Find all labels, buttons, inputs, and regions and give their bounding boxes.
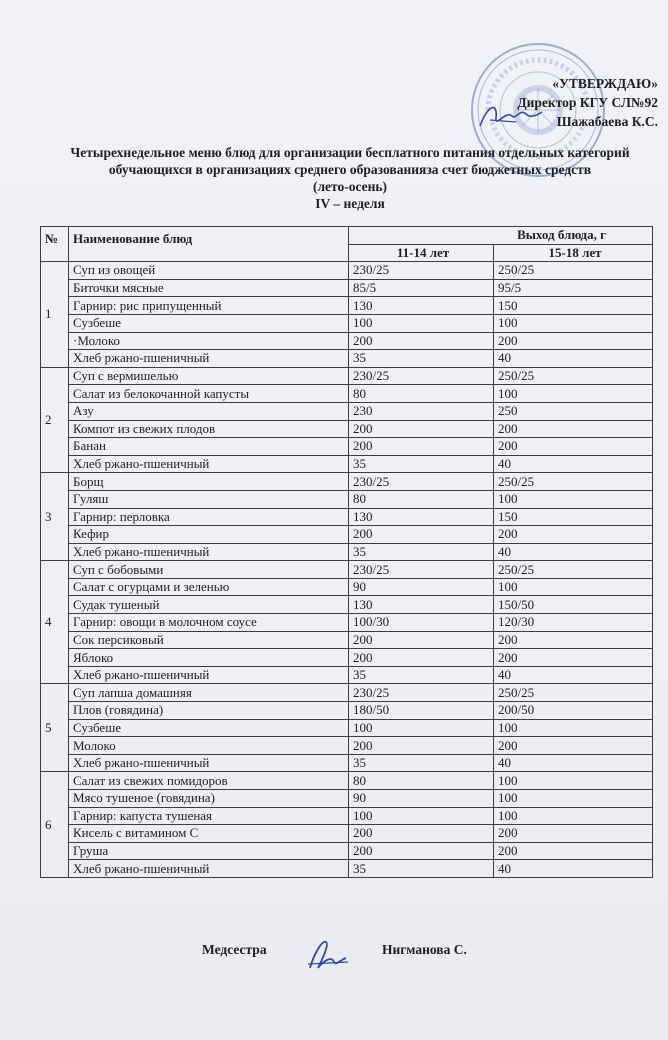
portion-11-14: 130: [349, 297, 494, 315]
table-row: [41, 367, 653, 385]
table-row: [41, 702, 653, 720]
dish-name: Хлеб ржано-пшеничный: [69, 543, 349, 561]
table-row: [41, 737, 653, 755]
portion-15-18: 200: [494, 438, 653, 456]
day-number: 5: [41, 684, 69, 772]
dish-name: Суп лапша домашняя: [69, 684, 349, 702]
dish-name: Суп с бобовыми: [69, 561, 349, 579]
portion-11-14: 100: [349, 314, 494, 332]
table-row: [41, 631, 653, 649]
dish-name: Гарнир: рис припущенный: [69, 297, 349, 315]
day-number: 2: [41, 367, 69, 473]
portion-11-14: 80: [349, 490, 494, 508]
dish-name: Хлеб ржано-пшеничный: [69, 666, 349, 684]
portion-15-18: 100: [494, 772, 653, 790]
portion-11-14: 130: [349, 596, 494, 614]
dish-name: Плов (говядина): [69, 702, 349, 720]
menu-body: [41, 262, 653, 878]
table-row: [41, 438, 653, 456]
portion-11-14: 230/25: [349, 473, 494, 491]
dish-name: Сузбеше: [69, 719, 349, 737]
portion-15-18: 40: [494, 754, 653, 772]
table-row: [41, 614, 653, 632]
portion-15-18: 100: [494, 578, 653, 596]
table-row: [41, 402, 653, 420]
dish-name: Мясо тушеное (говядина): [69, 790, 349, 808]
table-row: [41, 596, 653, 614]
portion-11-14: 35: [349, 455, 494, 473]
portion-11-14: 200: [349, 332, 494, 350]
table-row: [41, 807, 653, 825]
table-row: [41, 262, 653, 280]
dish-name: Биточки мясные: [69, 279, 349, 297]
portion-15-18: 200: [494, 332, 653, 350]
table-row: [41, 578, 653, 596]
portion-11-14: 200: [349, 737, 494, 755]
portion-15-18: 40: [494, 666, 653, 684]
header-age-15-18: 15-18 лет: [494, 244, 653, 262]
portion-11-14: 200: [349, 825, 494, 843]
dish-name: Салат из свежих помидоров: [69, 772, 349, 790]
portion-15-18: 150/50: [494, 596, 653, 614]
table-row: [41, 526, 653, 544]
day-number: 3: [41, 473, 69, 561]
table-row: [41, 508, 653, 526]
dish-name: Хлеб ржано-пшеничный: [69, 754, 349, 772]
dish-name: Груша: [69, 842, 349, 860]
header-dish-name: Наименование блюд: [69, 227, 349, 262]
portion-15-18: 250/25: [494, 367, 653, 385]
portion-11-14: 80: [349, 385, 494, 403]
table-row: [41, 666, 653, 684]
portion-11-14: 230/25: [349, 262, 494, 280]
dish-name: Гуляш: [69, 490, 349, 508]
table-row: [41, 842, 653, 860]
portion-15-18: 200: [494, 842, 653, 860]
approval-position: Директор КГУ СЛ№92: [517, 95, 658, 110]
dish-name: Кефир: [69, 526, 349, 544]
dish-name: Кисель с витамином С: [69, 825, 349, 843]
nurse-label: Медсестра: [202, 942, 267, 957]
portion-11-14: 230/25: [349, 367, 494, 385]
day-number: 4: [41, 561, 69, 684]
portion-15-18: 250/25: [494, 561, 653, 579]
portion-15-18: 100: [494, 314, 653, 332]
table-row: [41, 825, 653, 843]
dish-name: Банан: [69, 438, 349, 456]
title-season: (лето-осень): [312, 179, 388, 194]
portion-15-18: 150: [494, 297, 653, 315]
portion-15-18: 200/50: [494, 702, 653, 720]
portion-15-18: 100: [494, 807, 653, 825]
portion-11-14: 200: [349, 526, 494, 544]
portion-11-14: 100: [349, 719, 494, 737]
dish-name: Гарнир: овощи в молочном соусе: [69, 614, 349, 632]
portion-11-14: 230/25: [349, 684, 494, 702]
portion-15-18: 200: [494, 737, 653, 755]
dish-name: ·Молоко: [69, 332, 349, 350]
header-number: №: [41, 227, 69, 262]
nurse-name: Нигманова С.: [382, 942, 467, 957]
portion-11-14: 200: [349, 438, 494, 456]
table-row: [41, 297, 653, 315]
portion-15-18: 150: [494, 508, 653, 526]
portion-11-14: 200: [349, 631, 494, 649]
portion-11-14: 80: [349, 772, 494, 790]
portion-11-14: 230/25: [349, 561, 494, 579]
portion-15-18: 250/25: [494, 684, 653, 702]
dish-name: Хлеб ржано-пшеничный: [69, 455, 349, 473]
portion-15-18: 40: [494, 350, 653, 368]
table-row: [41, 719, 653, 737]
table-row: [41, 350, 653, 368]
portion-11-14: 230: [349, 402, 494, 420]
nurse-signature: [300, 934, 356, 974]
table-row: [41, 684, 653, 702]
portion-11-14: 35: [349, 666, 494, 684]
portion-11-14: 130: [349, 508, 494, 526]
portion-15-18: 40: [494, 543, 653, 561]
dish-name: Суп с вермишелью: [69, 367, 349, 385]
header-output: Выход блюда, г: [349, 227, 653, 245]
portion-11-14: 90: [349, 578, 494, 596]
table-row: [41, 860, 653, 878]
dish-name: Компот из свежих плодов: [69, 420, 349, 438]
portion-15-18: 100: [494, 385, 653, 403]
portion-15-18: 200: [494, 649, 653, 667]
dish-name: Салат из белокочанной капусты: [69, 385, 349, 403]
portion-11-14: 200: [349, 649, 494, 667]
portion-15-18: 250/25: [494, 473, 653, 491]
dish-name: Хлеб ржано-пшеничный: [69, 350, 349, 368]
footer-signature-line: [0, 942, 668, 982]
approval-name: Шажабаева К.С.: [556, 114, 658, 129]
portion-11-14: 35: [349, 350, 494, 368]
dish-name: Гарнир: перловка: [69, 508, 349, 526]
portion-15-18: 200: [494, 825, 653, 843]
portion-11-14: 100: [349, 807, 494, 825]
table-row: [41, 543, 653, 561]
table-row: [41, 279, 653, 297]
portion-11-14: 35: [349, 543, 494, 561]
portion-15-18: 100: [494, 719, 653, 737]
table-row: [41, 420, 653, 438]
portion-15-18: 200: [494, 526, 653, 544]
portion-15-18: 250: [494, 402, 653, 420]
dish-name: Борщ: [69, 473, 349, 491]
table-row: [41, 473, 653, 491]
dish-name: Хлеб ржано-пшеничный: [69, 860, 349, 878]
document-title: [30, 144, 668, 212]
portion-15-18: 120/30: [494, 614, 653, 632]
table-row: [41, 790, 653, 808]
dish-name: Гарнир: капуста тушеная: [69, 807, 349, 825]
table-row: [41, 772, 653, 790]
day-number: 6: [41, 772, 69, 878]
table-row: [41, 385, 653, 403]
title-week: IV – неделя: [315, 196, 385, 211]
portion-11-14: 85/5: [349, 279, 494, 297]
dish-name: Азу: [69, 402, 349, 420]
day-number: 1: [41, 262, 69, 368]
table-row: [41, 754, 653, 772]
table-row: [41, 332, 653, 350]
table-row: [41, 649, 653, 667]
dish-name: Суп из овощей: [69, 262, 349, 280]
portion-15-18: 250/25: [494, 262, 653, 280]
portion-15-18: 95/5: [494, 279, 653, 297]
portion-15-18: 200: [494, 420, 653, 438]
title-line-2: обучающихся в организациях среднего образованияза счет бюджетных средств: [108, 162, 592, 177]
portion-11-14: 90: [349, 790, 494, 808]
portion-11-14: 35: [349, 754, 494, 772]
portion-11-14: 100/30: [349, 614, 494, 632]
portion-15-18: 200: [494, 631, 653, 649]
table-row: [41, 561, 653, 579]
table-row: [41, 490, 653, 508]
dish-name: Сузбеше: [69, 314, 349, 332]
dish-name: Судак тушеный: [69, 596, 349, 614]
portion-15-18: 100: [494, 490, 653, 508]
table-row: [41, 455, 653, 473]
approval-heading: «УТВЕРЖДАЮ»: [552, 76, 658, 91]
portion-15-18: 40: [494, 860, 653, 878]
dish-name: Молоко: [69, 737, 349, 755]
portion-15-18: 100: [494, 790, 653, 808]
portion-11-14: 35: [349, 860, 494, 878]
menu-table: [40, 226, 653, 878]
title-line-1: Четырехнедельное меню блюд для организации бесплатного питания отдельных категорий: [70, 145, 630, 160]
approval-block: [428, 74, 658, 131]
dish-name: Яблоко: [69, 649, 349, 667]
dish-name: Салат с огурцами и зеленью: [69, 578, 349, 596]
table-row: [41, 314, 653, 332]
portion-15-18: 40: [494, 455, 653, 473]
portion-11-14: 200: [349, 420, 494, 438]
header-age-11-14: 11-14 лет: [349, 244, 494, 262]
portion-11-14: 180/50: [349, 702, 494, 720]
portion-11-14: 200: [349, 842, 494, 860]
dish-name: Сок персиковый: [69, 631, 349, 649]
